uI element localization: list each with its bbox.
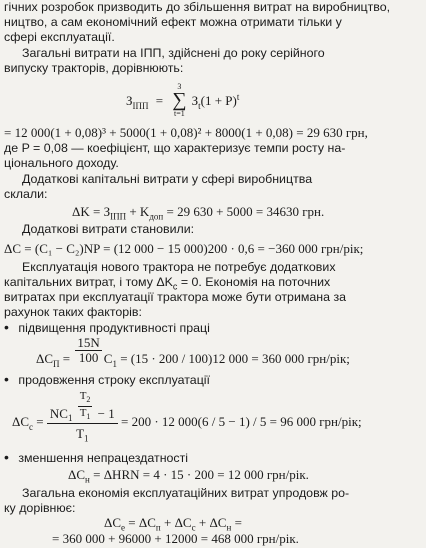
- formula-productivity: $\Delta C_П$ = $\frac{15N}{100}$ $C_1 = (15 \cdot 200 / 100)12$ 000 = 360 000 грн/рік;: [36, 335, 350, 370]
- formula-service-life: $\Delta C_c$ = $NC_1$ $\frac{T_2}{T_1}$ − 1 $T_1$ = 200 · 12 000(6 / 5 − 1) / 5 = 96 000 грн/рік;: [12, 390, 362, 444]
- text-line: капітальних витрат, і тому $\Delta K_c = 0$. Економія на поточних: [4, 275, 331, 292]
- formula-line: $\Delta C_н = \Delta HRN = 4 \cdot 15 \cdot 200 = 12$ 000 грн/рік.: [68, 467, 309, 485]
- text-line: Додаткові витрати становили:: [22, 222, 195, 236]
- formula-line: = 360 000 + 96000 + 12000 = 468 000 грн/рік.: [52, 531, 299, 546]
- text-line: рахунок таких факторів:: [4, 305, 142, 319]
- text-line: ництво, а сам економічний ефект можна отримати тільки у: [4, 15, 342, 29]
- text-line: сфері експлуатації.: [4, 30, 115, 44]
- formula-line: = 12 000(1 + 0,08)³ + 5000(1 + 0,08)² + 8000(1 + 0,08) = 29 630 грн,: [4, 125, 368, 140]
- formula-line: ΔC = (C₁ − C₂)NP = (12 000 − 15 000)200 · 0,6 = −360 000 грн/рік;: [4, 241, 364, 256]
- formula-line: $\Delta K = З_{ІПП} + K_{доп} = 29$ 630 + 5000 = 34630 грн.: [72, 204, 325, 222]
- text-line: Експлуатація нового трактора не потребує додаткових: [22, 260, 336, 274]
- bullet-icon: •: [4, 319, 9, 335]
- text-line: Додаткові капітальні витрати у сфері виробництва: [22, 172, 313, 186]
- text-line: гічних розробок призводить до збільшення витрат на виробництво,: [4, 0, 391, 14]
- text-line: випуску тракторів, дорівнюють:: [4, 61, 184, 75]
- bullet-item: • продовження строку експлуатації: [4, 371, 210, 387]
- sigma-icon: ∑: [172, 89, 187, 111]
- bullet-icon: •: [4, 449, 9, 465]
- bullet-icon: •: [4, 371, 9, 387]
- text-line: Загальні витрати на ІПП, здійснені до року серійного: [22, 46, 325, 60]
- bullet-item: • зменшення непрацездатності: [4, 449, 189, 465]
- formula-line: $\Delta C_е = \Delta C_п + \Delta C_с + \Delta C_н$ =: [104, 515, 242, 533]
- text-line: витратах при експлуатації трактора може бути отримана за: [4, 290, 347, 304]
- text-line: склали:: [4, 187, 48, 201]
- text-line: ціонального доходу.: [4, 156, 119, 170]
- bullet-item: • підвищення продуктивності праці: [4, 319, 210, 335]
- text-line: Загальна економія експлуатаційних витрат упродовж ро-: [22, 486, 350, 500]
- formula-sum: $З_{ІПП}$ = 3 ∑ t=1 $З_t(1 + P)^t$: [126, 82, 240, 118]
- text-line: де P = 0,08 — коефіцієнт, що характеризує темпи росту на-: [4, 141, 346, 155]
- text-line: ку дорівнює:: [4, 501, 76, 515]
